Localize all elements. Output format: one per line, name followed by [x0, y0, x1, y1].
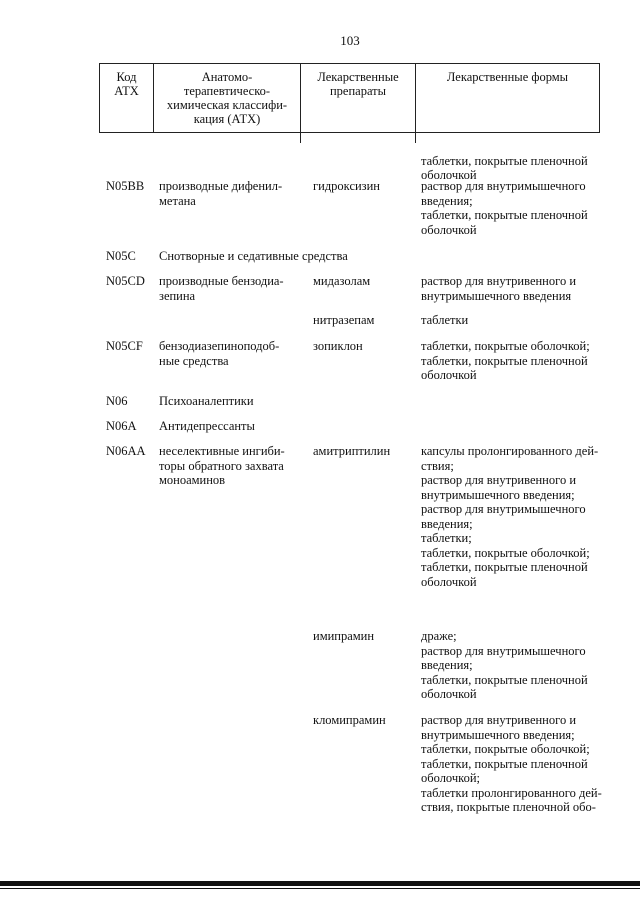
group-heading: Антидепрессанты: [159, 419, 255, 433]
classification-cell: неселективные ингиби- торы обратного захвата моноаминов: [159, 444, 285, 487]
drug-cell: кломипрамин: [313, 713, 386, 727]
forms-cell: таблетки, покрытые пленочной оболочкой: [421, 153, 588, 182]
code-cell: N05BB: [106, 179, 145, 193]
group-heading: Психоаналептики: [159, 394, 254, 408]
classification-cell: бензодиазепиноподоб- ные средства: [159, 339, 280, 368]
column-divider: [415, 133, 416, 143]
forms-cell: таблетки: [421, 313, 469, 327]
code-cell: N06AA: [106, 444, 146, 458]
header-code: Код АТХ: [100, 64, 154, 132]
code-cell: N05C: [106, 249, 136, 263]
column-divider: [300, 133, 301, 143]
drug-cell: мидазолам: [313, 274, 371, 288]
forms-cell: таблетки, покрытые оболочкой; таблетки, покрытые пленочной оболочкой: [421, 339, 590, 382]
page-bottom-rule: [0, 881, 640, 886]
table-row: [421, 139, 588, 183]
code-cell: N06A: [106, 419, 137, 433]
drug-cell: зопиклон: [313, 339, 363, 353]
forms-cell: капсулы пролонгированного дей- ствия; раствор для внутривенного и внутримышечного введения; раствор для внутримышечного введения; таблетки; таблетки, покрытые оболочкой; таблетки, покрытые пленочной оболочкой: [421, 444, 599, 589]
classification-cell: производные бензодиа- зепина: [159, 274, 284, 303]
page-bottom-rule-thin: [0, 888, 640, 889]
drug-cell: гидроксизин: [313, 179, 380, 193]
forms-cell: раствор для внутривенного и внутримышечного введения; таблетки, покрытые оболочкой; таблетки, покрытые пленочной оболочкой; таблетки пролонгированного дей- ствия, покрытые пленочной обо-: [421, 713, 602, 814]
header-forms: Лекарственные формы: [446, 70, 569, 84]
code-cell: N05CF: [106, 339, 143, 353]
header-classification: Анатомо- терапевтическо- химическая классифи- кация (АТХ): [154, 64, 301, 132]
forms-cell: драже; раствор для внутримышечного введения; таблетки, покрытые пленочной оболочкой: [421, 629, 588, 701]
drug-cell: нитразепам: [313, 313, 375, 327]
classification-cell: производные дифенил- метана: [159, 179, 283, 208]
table-header: [99, 63, 600, 133]
drug-cell: амитриптилин: [313, 444, 391, 458]
group-heading: Снотворные и седативные средства: [159, 249, 348, 263]
code-cell: N05CD: [106, 274, 145, 288]
header-drugs: Лекарственные препараты: [301, 64, 416, 132]
forms-cell: раствор для внутримышечного введения; таблетки, покрытые пленочной оболочкой: [421, 179, 588, 237]
code-cell: N06: [106, 394, 128, 408]
forms-cell: раствор для внутривенного и внутримышечного введения: [421, 274, 577, 303]
page-number: 103: [340, 33, 360, 48]
drug-cell: имипрамин: [313, 629, 375, 643]
